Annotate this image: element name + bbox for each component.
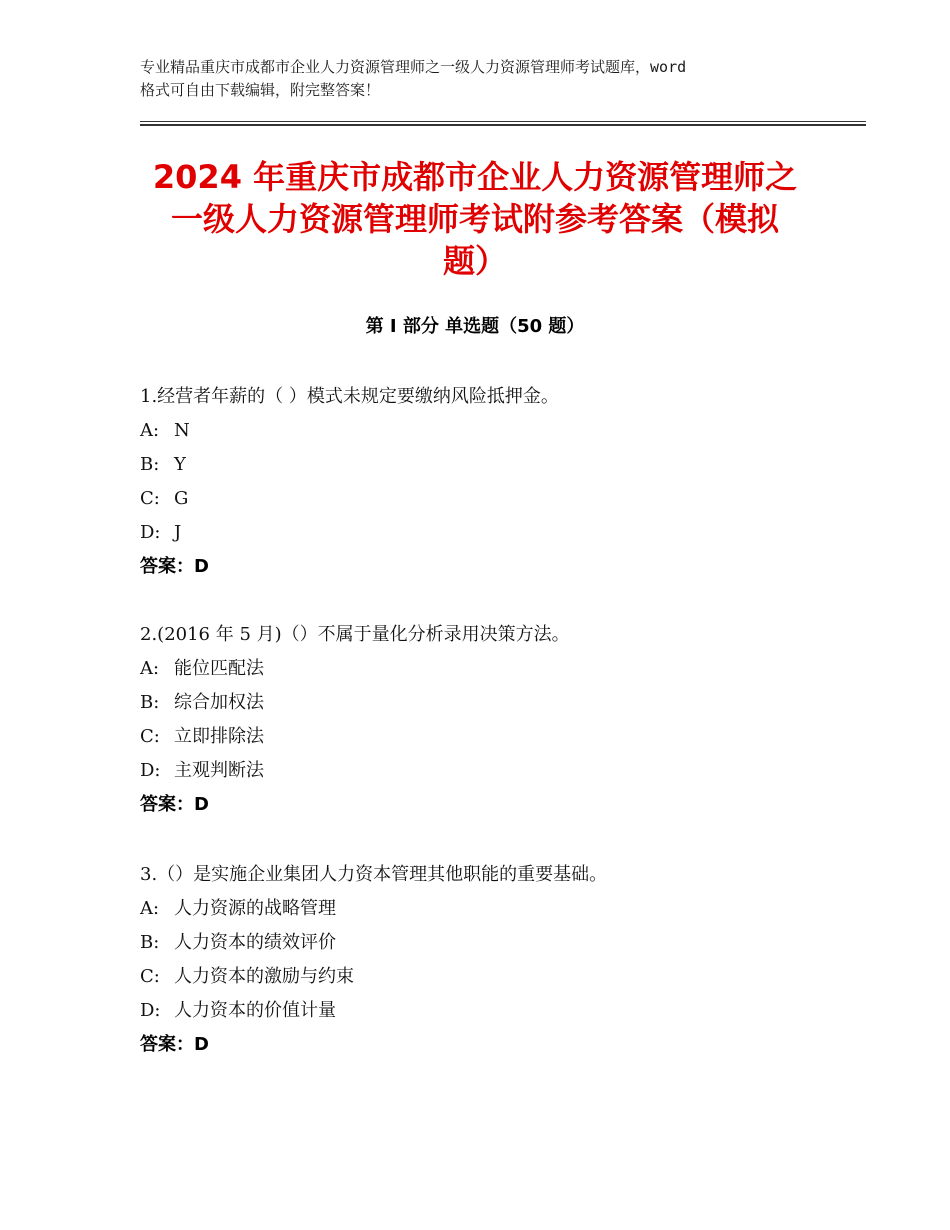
option-text: N [174, 420, 190, 441]
document-title-line-1: 2024 年重庆市成都市企业人力资源管理师之 [152, 158, 798, 196]
option-text: 主观判断法 [174, 760, 264, 781]
option-d [140, 758, 840, 792]
option-letter: B: [140, 454, 160, 475]
option-letter: B: [140, 692, 160, 713]
option-b [140, 452, 840, 486]
option-c [140, 964, 840, 998]
header-divider-thick [140, 124, 866, 126]
option-b [140, 690, 840, 724]
question-2 [140, 622, 840, 826]
option-letter: A: [140, 420, 160, 441]
option-letter: D: [140, 522, 161, 543]
option-letter: C: [140, 966, 160, 987]
header-note [140, 56, 830, 102]
answer-line: 答案：D [140, 1034, 209, 1055]
option-text: 综合加权法 [174, 692, 264, 713]
answer-line: 答案：D [140, 794, 209, 815]
question-1 [140, 384, 840, 588]
header-divider-thin [140, 121, 866, 122]
option-a [140, 896, 840, 930]
answer-line: 答案：D [140, 556, 209, 577]
option-letter: C: [140, 488, 160, 509]
option-text: 立即排除法 [174, 726, 264, 747]
option-c [140, 486, 840, 520]
option-letter: D: [140, 760, 161, 781]
document-title-line-3: 题） [442, 242, 507, 280]
option-text: 人力资本的激励与约束 [174, 966, 354, 987]
question-stem: 2.(2016 年 5 月)（）不属于量化分析录用决策方法。 [140, 624, 570, 645]
option-letter: C: [140, 726, 160, 747]
document-title-line-2: 一级人力资源管理师考试附参考答案（模拟 [170, 200, 779, 238]
option-text: J [174, 522, 182, 543]
option-text: 能位匹配法 [174, 658, 264, 679]
option-text: 人力资本的价值计量 [174, 1000, 336, 1021]
option-d [140, 998, 840, 1032]
option-text: G [174, 488, 189, 509]
question-3 [140, 862, 840, 1066]
option-text: Y [174, 454, 186, 475]
option-letter: D: [140, 1000, 161, 1021]
option-text: 人力资源的战略管理 [174, 898, 336, 919]
header-note-line-1: 专业精品重庆市成都市企业人力资源管理师之一级人力资源管理师考试题库，word [140, 58, 687, 76]
option-a [140, 656, 840, 690]
option-letter: A: [140, 898, 160, 919]
header-note-line-2: 格式可自由下载编辑，附完整答案！ [140, 81, 381, 99]
option-letter: B: [140, 932, 160, 953]
question-stem: 1.经营者年薪的（ ）模式未规定要缴纳风险抵押金。 [140, 386, 559, 407]
option-b [140, 930, 840, 964]
section-heading: 第 I 部分 单选题（50 题） [365, 316, 585, 337]
option-letter: A: [140, 658, 160, 679]
option-d [140, 520, 840, 554]
document-title [120, 156, 830, 282]
option-a [140, 418, 840, 452]
question-stem: 3.（）是实施企业集团人力资本管理其他职能的重要基础。 [140, 864, 608, 885]
option-text: 人力资本的绩效评价 [174, 932, 336, 953]
option-c [140, 724, 840, 758]
